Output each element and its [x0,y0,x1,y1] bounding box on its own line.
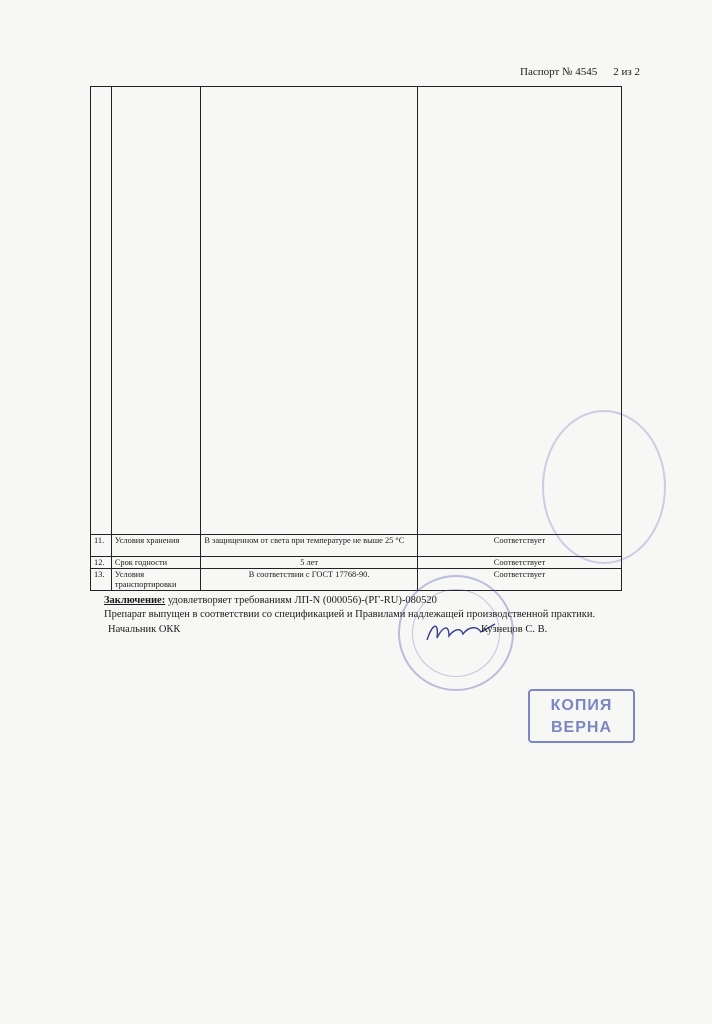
passport-number: Паспорт № 4545 [520,66,598,78]
copy-stamp-line: ВЕРНА [550,719,612,736]
requirement-cell: В защищенном от света при температуре не выше 25 °С [201,535,418,557]
row-number-cell: 13. [91,569,112,591]
requirement-cell: 5 лет [201,557,418,569]
result-cell: Соответствует [417,569,621,591]
release-statement: Препарат выпущен в соответствии со спецификацией и Правилами надлежащей производственной практики. [104,609,596,621]
requirement-cell: В соответствии с ГОСТ 17768-90. [201,569,418,591]
row-number-cell: 12. [91,557,112,569]
side-round-stamp [542,410,666,564]
result-cell: Соответствует [417,535,621,557]
page-number: 2 из 2 [613,66,640,78]
copy-stamp-line: КОПИЯ [550,697,613,714]
parameter-name-cell: Условия транспортировки [111,569,201,591]
table-row [91,557,622,569]
table-row [91,569,622,591]
signatory-name: Кузнецов С. В. [481,624,548,635]
page-header [520,66,640,78]
row-number-cell [91,87,112,535]
copy-certified-stamp [528,689,635,743]
row-number-cell: 11. [91,535,112,557]
specification-table [90,86,622,591]
conclusion-line [104,594,644,608]
signatory-role: Начальник ОКК [108,624,181,635]
parameter-name-cell: Срок годности [111,557,201,569]
requirement-cell [201,87,418,535]
conclusion-text: удовлетворяет требованиям ЛП-N (000056)-(РГ-RU)-080520 [167,595,437,606]
conclusion-block [104,594,644,622]
parameter-name-cell: Условия хранения [111,535,201,557]
result-cell: Соответствует [417,557,621,569]
table-row [91,535,622,557]
table-row [91,87,622,535]
parameter-name-cell [111,87,201,535]
conclusion-label: Заключение: [104,595,166,606]
